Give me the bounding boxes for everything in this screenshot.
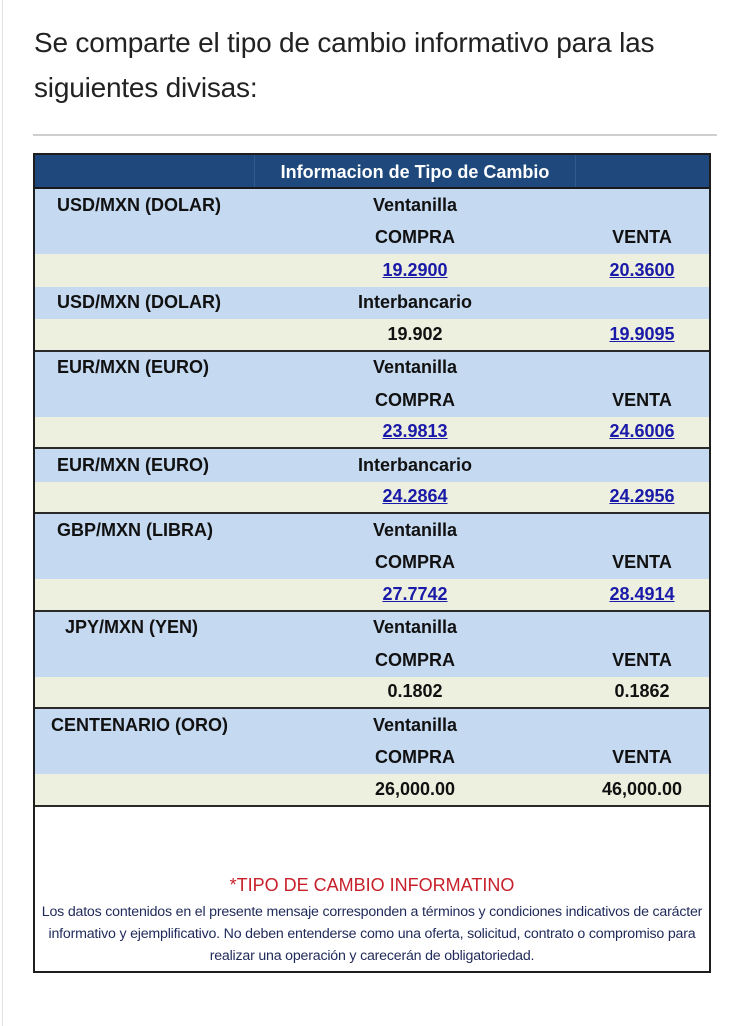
- exchange-rate-table: [33, 153, 711, 973]
- rate-group-gbp-ventanilla: [35, 514, 709, 612]
- table-row: [35, 547, 709, 580]
- table-row: [35, 319, 709, 352]
- rate-group-usd-ventanilla: [35, 189, 709, 287]
- currency-pair: USD/MXN (DOLAR): [57, 194, 221, 215]
- venta-value-link[interactable]: 19.9095: [609, 323, 675, 344]
- venta-label: VENTA: [612, 747, 672, 768]
- notice-title: *TIPO DE CAMBIO INFORMATINO: [229, 874, 515, 895]
- table-row: [35, 189, 709, 222]
- table-row: [35, 384, 709, 417]
- table-row: [35, 287, 709, 320]
- venta-label: VENTA: [612, 227, 672, 248]
- table-row: [35, 612, 709, 645]
- compra-value-link[interactable]: 19.2900: [382, 259, 448, 280]
- table-row: [35, 417, 709, 450]
- currency-pair: EUR/MXN (EURO): [57, 357, 209, 378]
- compra-value-link[interactable]: 23.9813: [382, 421, 448, 442]
- rate-type: Interbancario: [357, 292, 473, 313]
- rate-group-centenario-ventanilla: [35, 709, 709, 807]
- table-row: [35, 222, 709, 255]
- rate-type: Ventanilla: [372, 519, 458, 540]
- intro-text: Se comparte el tipo de cambio informativo para las siguientes divisas:: [34, 27, 655, 103]
- rate-group-eur-ventanilla: [35, 352, 709, 450]
- rate-type: Ventanilla: [372, 714, 458, 735]
- rate-group-eur-interbancario: [35, 449, 709, 514]
- rate-type: Ventanilla: [372, 357, 458, 378]
- rate-group-usd-interbancario: [35, 287, 709, 352]
- venta-label: VENTA: [612, 649, 672, 670]
- compra-label: COMPRA: [375, 747, 455, 768]
- table-header-row: [35, 155, 709, 189]
- venta-value: 46,000.00: [601, 778, 683, 799]
- venta-label: VENTA: [612, 389, 672, 410]
- table-row: [35, 482, 709, 515]
- divider: [33, 134, 717, 136]
- venta-value-link[interactable]: 24.6006: [609, 421, 675, 442]
- table-row: [35, 352, 709, 385]
- compra-label: COMPRA: [375, 227, 455, 248]
- table-row: [35, 644, 709, 677]
- venta-value-link[interactable]: 24.2956: [609, 486, 675, 507]
- venta-value-link[interactable]: 28.4914: [609, 583, 675, 604]
- rate-type: Ventanilla: [372, 617, 458, 638]
- notice-body: Los datos contenidos en el presente mensaje corresponden a términos y condiciones indicativos de carácter informativo y ejemplificativo. No deben entenderse como una oferta, solicitud, contrato o compromiso para realizar una operación y carecerán de obligatoriedad.: [41, 903, 703, 964]
- compra-value-link[interactable]: 24.2864: [382, 486, 448, 507]
- currency-pair: CENTENARIO (ORO): [51, 714, 228, 735]
- compra-value: 26,000.00: [374, 778, 456, 799]
- rate-group-jpy-ventanilla: [35, 612, 709, 710]
- currency-pair: GBP/MXN (LIBRA): [57, 519, 213, 540]
- compra-value: 19.902: [387, 323, 443, 344]
- table-row: [35, 579, 709, 612]
- table-row: [35, 449, 709, 482]
- currency-pair: EUR/MXN (EURO): [57, 454, 209, 475]
- table-row: [35, 774, 709, 807]
- header-empty-cell: [35, 155, 255, 187]
- compra-label: COMPRA: [375, 389, 455, 410]
- compra-value: 0.1802: [387, 681, 443, 702]
- compra-label: COMPRA: [375, 552, 455, 573]
- table-row: [35, 514, 709, 547]
- currency-pair: JPY/MXN (YEN): [65, 617, 199, 638]
- table-title: Informacion de Tipo de Cambio: [255, 155, 576, 187]
- venta-label: VENTA: [612, 552, 672, 573]
- table-row: [35, 709, 709, 742]
- page-edge: [2, 0, 3, 1026]
- currency-pair: USD/MXN (DOLAR): [57, 292, 221, 313]
- table-row: [35, 677, 709, 710]
- rate-type: Ventanilla: [372, 194, 458, 215]
- notice-box: [35, 807, 709, 971]
- venta-value-link[interactable]: 20.3600: [609, 259, 675, 280]
- compra-value-link[interactable]: 27.7742: [382, 583, 448, 604]
- table-row: [35, 254, 709, 287]
- table-row: [35, 742, 709, 775]
- compra-label: COMPRA: [375, 649, 455, 670]
- rate-type: Interbancario: [357, 454, 473, 475]
- venta-value: 0.1862: [614, 681, 670, 702]
